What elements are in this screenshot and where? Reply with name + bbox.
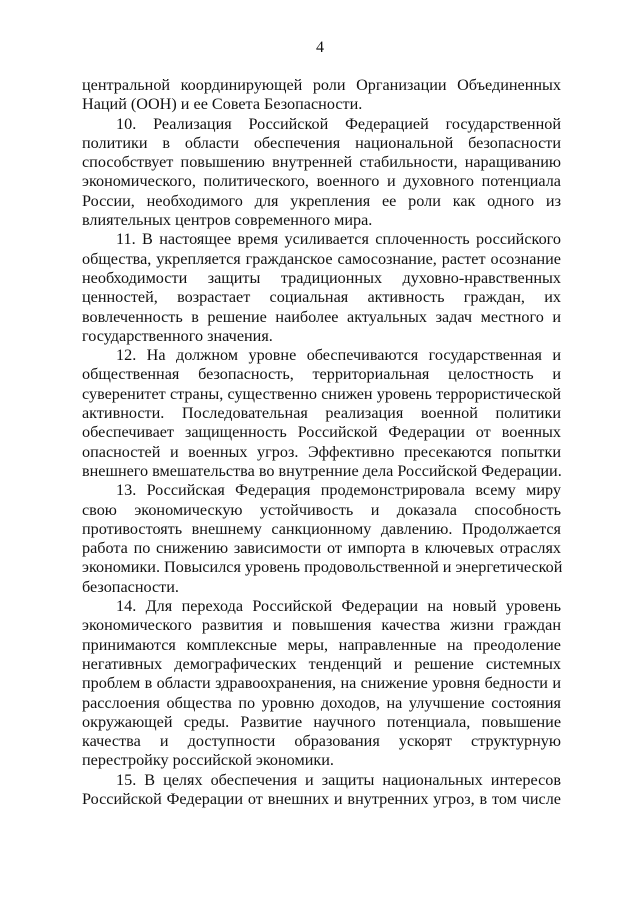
paragraph-first-line: 10. Реализация Российской Федерацией государственной [116, 114, 561, 133]
text-line: экономики. Повысился уровень продовольственной и энергетической [82, 558, 563, 577]
document-body [82, 76, 561, 809]
text-line: качества и доступности образования ускорят структурную [82, 732, 561, 751]
text-line: обеспечивает защищенность Российской Федерации от военных [82, 423, 561, 442]
text-line: государственного значения. [82, 326, 273, 345]
text-line: суверенитет страны, существенно снижен уровень террористической [82, 384, 561, 403]
page-number: 4 [316, 39, 324, 56]
paragraph-first-line: 12. На должном уровне обеспечиваются государственная и [116, 346, 561, 365]
text-line: общества, укрепляется гражданское самосознание, растет осознание [82, 249, 561, 268]
text-line: Наций (ООН) и ее Совета Безопасности. [82, 95, 363, 114]
text-line: способствует повышению внутренней стабильности, наращиванию [82, 153, 561, 172]
text-line: перестройку российской экономики. [82, 751, 334, 770]
text-line: влиятельных центров современного мира. [82, 211, 373, 230]
text-line: ценностей, возрастает социальная активность граждан, их [82, 288, 561, 307]
text-line: принимаются комплексные меры, направленные на преодоление [82, 635, 561, 654]
text-line: противостоять внешнему санкционному давлению. Продолжается [82, 519, 561, 538]
text-line: экономического, политического, военного и духовного потенциала [82, 172, 561, 191]
paragraph-first-line: 11. В настоящее время усиливается сплоченность российского [116, 230, 561, 249]
text-line: необходимости защиты традиционных духовно-нравственных [82, 268, 561, 287]
text-line: внешнего вмешательства во внутренние дела Российской Федерации. [82, 461, 562, 480]
paragraph-first-line: 14. Для перехода Российской Федерации на новый уровень [116, 597, 561, 616]
text-line: безопасности. [82, 577, 179, 596]
text-line: вовлеченность в решение наиболее актуальных задач местного и [82, 307, 561, 326]
text-line: Российской Федерации от внешних и внутренних угроз, в том числе [82, 789, 561, 808]
text-line: России, необходимого для укрепления ее роли как одного из [82, 191, 561, 210]
text-line: активности. Последовательная реализация военной политики [82, 404, 561, 423]
text-line: центральной координирующей роли Организации Объединенных [82, 76, 561, 94]
paragraph-first-line: 15. В целях обеспечения и защиты национальных интересов [116, 770, 561, 789]
paragraph-first-line: 13. Российская Федерация продемонстрировала всему миру [116, 481, 561, 500]
text-line: окружающей среды. Развитие научного потенциала, повышение [82, 712, 561, 731]
text-line: опасностей и военных угроз. Эффективно пресекаются попытки [82, 442, 561, 461]
text-line: политики в области обеспечения национальной безопасности [82, 133, 561, 152]
text-line: негативных демографических тенденций и решение системных [82, 654, 561, 673]
text-line: проблем в области здравоохранения, на снижение уровня бедности и [82, 674, 561, 693]
text-line: общественная безопасность, территориальная целостность и [82, 365, 561, 384]
text-line: свою экономическую устойчивость и доказала способность [82, 500, 561, 519]
text-line: расслоения общества по уровню доходов, на улучшение состояния [82, 693, 561, 712]
text-line: экономического развития и повышения качества жизни граждан [82, 616, 561, 635]
text-line: работа по снижению зависимости от импорта в ключевых отраслях [82, 539, 561, 558]
